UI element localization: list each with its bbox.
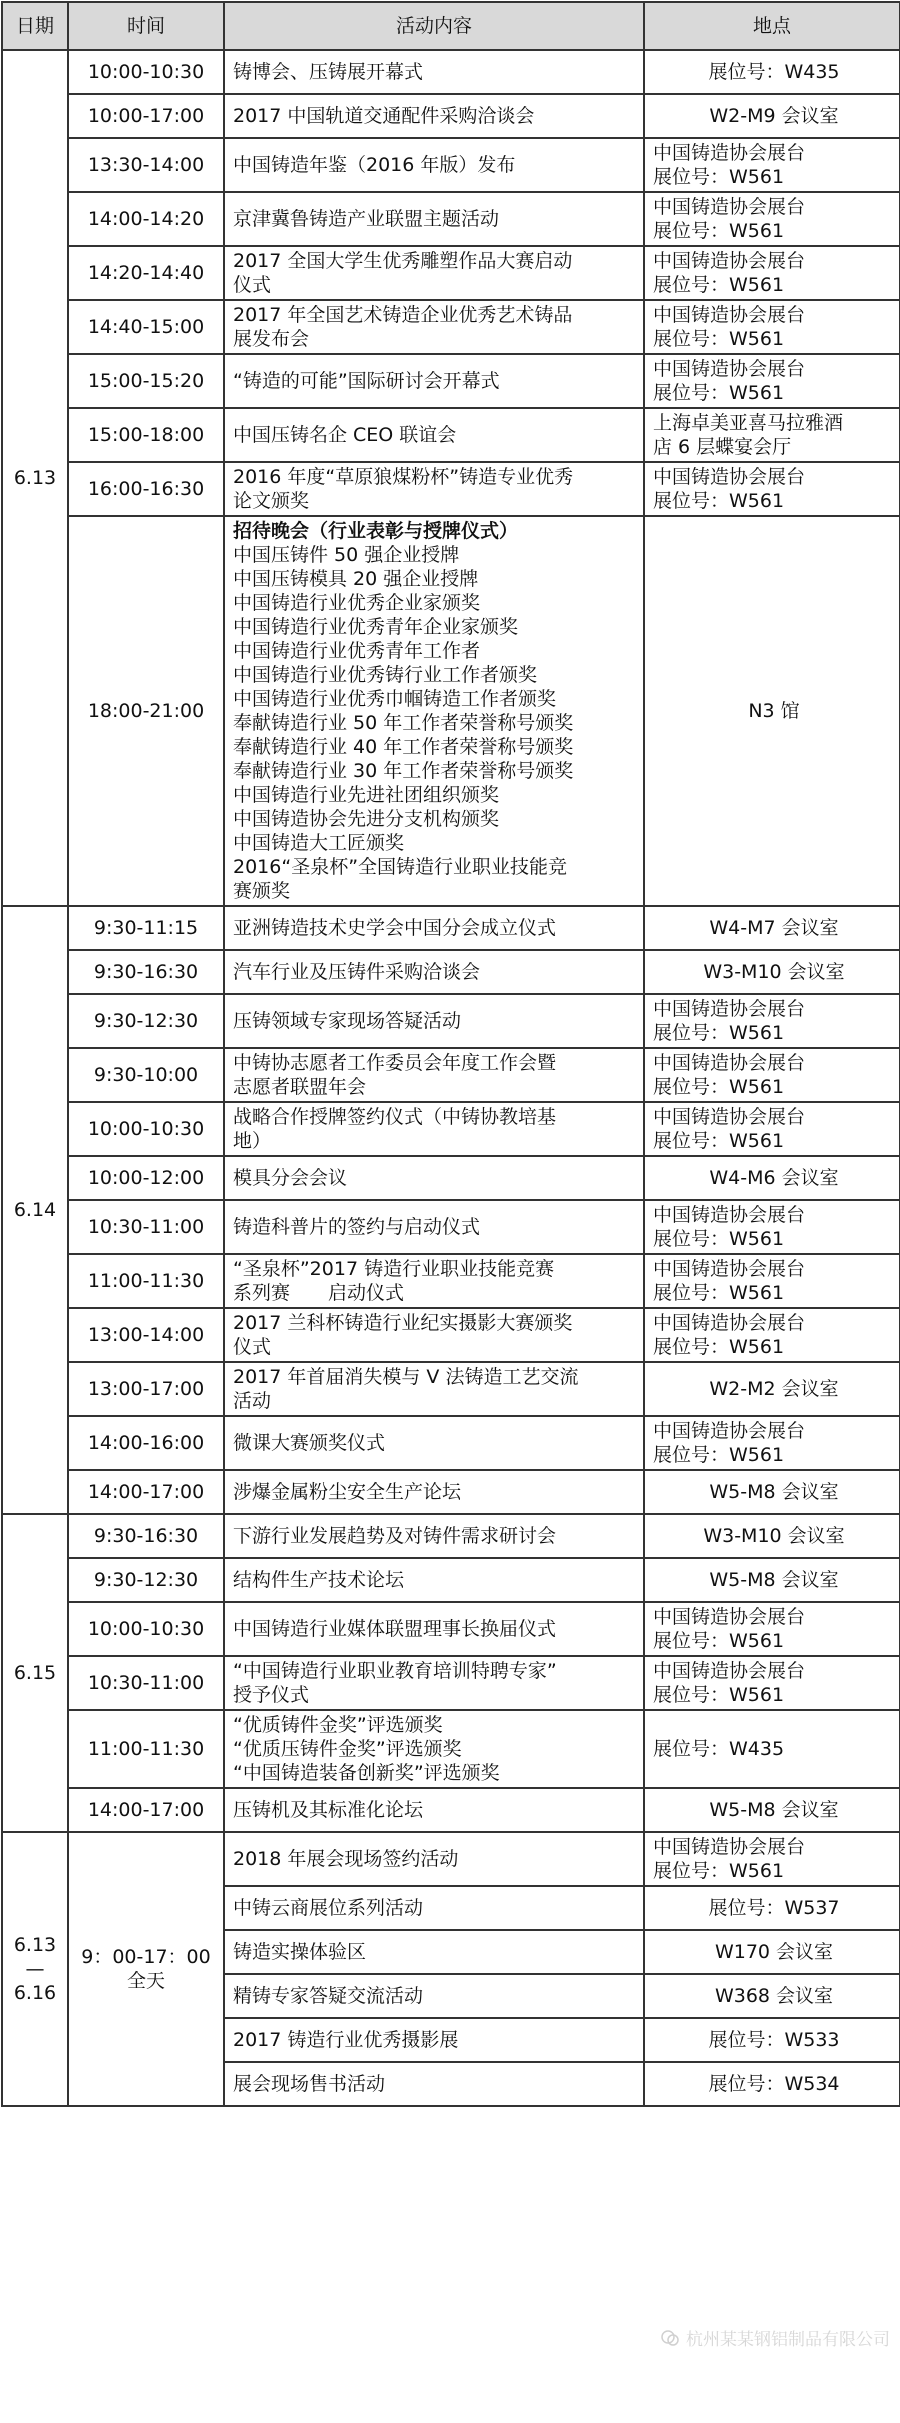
activity-line: 系列赛 启动仪式 — [233, 1281, 639, 1305]
location-cell — [644, 1308, 900, 1362]
location-line: 中国铸造协会展台 — [653, 303, 895, 327]
activity-line: 中国铸造协会先进分支机构颁奖 — [233, 807, 639, 831]
time-line: 全天 — [73, 1969, 219, 1993]
activity-cell — [224, 1602, 644, 1656]
location-cell — [644, 1558, 900, 1602]
activity-cell — [224, 2018, 644, 2062]
activity-cell — [224, 94, 644, 138]
time-cell: 13:30-14:00 — [68, 138, 224, 192]
activity-cell — [224, 1974, 644, 2018]
activity-cell — [224, 246, 644, 300]
activity-cell — [224, 2062, 644, 2106]
date-line: 6.13 — [7, 1933, 63, 1957]
table-row — [2, 462, 900, 516]
location-cell — [644, 1156, 900, 1200]
activity-cell — [224, 1558, 644, 1602]
location-line: 展位号：W561 — [653, 1443, 895, 1467]
location-cell — [644, 354, 900, 408]
location-cell — [644, 1470, 900, 1514]
location-line: W170 会议室 — [653, 1940, 895, 1964]
table-row — [2, 300, 900, 354]
activity-line: 铸博会、压铸展开幕式 — [233, 60, 639, 84]
schedule-table — [1, 1, 900, 2107]
header-date: 日期 — [2, 2, 68, 50]
location-line: 中国铸造协会展台 — [653, 141, 895, 165]
time-cell: 9:30-16:30 — [68, 950, 224, 994]
activity-cell — [224, 950, 644, 994]
location-line: 中国铸造协会展台 — [653, 1203, 895, 1227]
table-row — [2, 1048, 900, 1102]
activity-line: “优质压铸件金奖”评选颁奖 — [233, 1737, 639, 1761]
time-cell: 10:00-10:30 — [68, 1102, 224, 1156]
location-cell — [644, 300, 900, 354]
activity-line: 战略合作授牌签约仪式（中铸协教培基 — [233, 1105, 639, 1129]
time-cell: 9:30-12:30 — [68, 1558, 224, 1602]
location-cell — [644, 1930, 900, 1974]
activity-cell — [224, 1308, 644, 1362]
location-line: 展位号：W435 — [653, 60, 895, 84]
activity-line: 下游行业发展趋势及对铸件需求研讨会 — [233, 1524, 639, 1548]
watermark-text: 杭州某某钢铝制品有限公司 — [686, 2325, 890, 2350]
activity-cell — [224, 1930, 644, 1974]
location-cell — [644, 462, 900, 516]
table-row — [2, 994, 900, 1048]
activity-line: 2017 全国大学生优秀雕塑作品大赛启动 — [233, 249, 639, 273]
activity-cell — [224, 1416, 644, 1470]
location-line: 中国铸造协会展台 — [653, 357, 895, 381]
activity-line: 2018 年展会现场签约活动 — [233, 1847, 639, 1871]
activity-line: 中铸云商展位系列活动 — [233, 1896, 639, 1920]
location-line: 展位号：W561 — [653, 381, 895, 405]
time-cell: 11:00-11:30 — [68, 1254, 224, 1308]
location-line: 展位号：W561 — [653, 1281, 895, 1305]
time-cell — [68, 1832, 224, 2106]
activity-line: 压铸领域专家现场答疑活动 — [233, 1009, 639, 1033]
activity-line: 赛颁奖 — [233, 879, 639, 903]
location-line: 店 6 层蝶宴会厅 — [653, 435, 895, 459]
location-line: W5-M8 会议室 — [653, 1798, 895, 1822]
table-row — [2, 1788, 900, 1832]
activity-cell — [224, 1886, 644, 1930]
location-cell — [644, 1832, 900, 1886]
location-line: W3-M10 会议室 — [653, 1524, 895, 1548]
activity-line: 中国压铸件 50 强企业授牌 — [233, 543, 639, 567]
location-line: W2-M9 会议室 — [653, 104, 895, 128]
table-row — [2, 1470, 900, 1514]
activity-line: 压铸机及其标准化论坛 — [233, 1798, 639, 1822]
date-cell: 6.15 — [2, 1514, 68, 1832]
date-cell: 6.14 — [2, 906, 68, 1514]
time-cell: 16:00-16:30 — [68, 462, 224, 516]
activity-line: 仪式 — [233, 273, 639, 297]
activity-line: 中国铸造行业优秀巾帼铸造工作者颁奖 — [233, 687, 639, 711]
header-location: 地点 — [644, 2, 900, 50]
table-row — [2, 138, 900, 192]
location-cell — [644, 1788, 900, 1832]
table-row — [2, 1362, 900, 1416]
activity-line: 中国铸造行业优秀企业家颁奖 — [233, 591, 639, 615]
activity-line: 中国铸造大工匠颁奖 — [233, 831, 639, 855]
activity-cell — [224, 408, 644, 462]
watermark — [660, 2325, 890, 2350]
location-line: W4-M7 会议室 — [653, 916, 895, 940]
activity-line: 京津冀鲁铸造产业联盟主题活动 — [233, 207, 639, 231]
location-cell — [644, 246, 900, 300]
time-cell: 14:00-14:20 — [68, 192, 224, 246]
table-row — [2, 1102, 900, 1156]
location-line: 中国铸造协会展台 — [653, 1605, 895, 1629]
time-cell: 10:00-12:00 — [68, 1156, 224, 1200]
location-cell — [644, 1602, 900, 1656]
activity-line: 中国铸造行业媒体联盟理事长换届仪式 — [233, 1617, 639, 1641]
activity-line: 精铸专家答疑交流活动 — [233, 1984, 639, 2008]
activity-line: 2017 铸造行业优秀摄影展 — [233, 2028, 639, 2052]
location-line: 展位号：W561 — [653, 1227, 895, 1251]
location-line: 中国铸造协会展台 — [653, 1311, 895, 1335]
activity-line: 志愿者联盟年会 — [233, 1075, 639, 1099]
activity-cell — [224, 1362, 644, 1416]
table-row — [2, 1656, 900, 1710]
activity-cell — [224, 994, 644, 1048]
activity-line: 活动 — [233, 1389, 639, 1413]
time-cell: 10:30-11:00 — [68, 1200, 224, 1254]
time-cell: 13:00-14:00 — [68, 1308, 224, 1362]
date-line: 6.16 — [7, 1981, 63, 2005]
activity-line: 授予仪式 — [233, 1683, 639, 1707]
location-line: 展位号：W534 — [653, 2072, 895, 2096]
activity-line: 奉献铸造行业 40 年工作者荣誉称号颁奖 — [233, 735, 639, 759]
location-line: 中国铸造协会展台 — [653, 997, 895, 1021]
location-cell — [644, 1416, 900, 1470]
location-line: 展位号：W435 — [653, 1737, 895, 1761]
location-cell — [644, 1200, 900, 1254]
location-cell — [644, 1102, 900, 1156]
location-line: 中国铸造协会展台 — [653, 1659, 895, 1683]
activity-line: 中国压铸名企 CEO 联谊会 — [233, 423, 639, 447]
activity-line: 涉爆金属粉尘安全生产论坛 — [233, 1480, 639, 1504]
time-cell: 14:40-15:00 — [68, 300, 224, 354]
location-line: W368 会议室 — [653, 1984, 895, 2008]
location-line: W2-M2 会议室 — [653, 1377, 895, 1401]
location-line: 展位号：W533 — [653, 2028, 895, 2052]
table-row — [2, 1200, 900, 1254]
location-cell — [644, 1974, 900, 2018]
activity-line: “中国铸造装备创新奖”评选颁奖 — [233, 1761, 639, 1785]
activity-cell — [224, 50, 644, 94]
activity-line: “中国铸造行业职业教育培训特聘专家” — [233, 1659, 639, 1683]
activity-line: 中国铸造行业优秀青年企业家颁奖 — [233, 615, 639, 639]
activity-line: 地） — [233, 1129, 639, 1153]
activity-line: 结构件生产技术论坛 — [233, 1568, 639, 1592]
header-activity: 活动内容 — [224, 2, 644, 50]
table-row — [2, 94, 900, 138]
location-line: W3-M10 会议室 — [653, 960, 895, 984]
location-line: 展位号：W561 — [653, 1075, 895, 1099]
date-cell — [2, 1832, 68, 2106]
activity-line: 展会现场售书活动 — [233, 2072, 639, 2096]
location-cell — [644, 50, 900, 94]
time-cell: 10:00-10:30 — [68, 50, 224, 94]
table-row — [2, 1254, 900, 1308]
activity-cell — [224, 1102, 644, 1156]
header-row — [2, 2, 900, 50]
activity-line: 中国铸造行业优秀青年工作者 — [233, 639, 639, 663]
location-line: 展位号：W537 — [653, 1896, 895, 1920]
activity-line: 亚洲铸造技术史学会中国分会成立仪式 — [233, 916, 639, 940]
location-cell — [644, 994, 900, 1048]
table-row — [2, 1602, 900, 1656]
location-line: 上海卓美亚喜马拉雅酒 — [653, 411, 895, 435]
activity-cell — [224, 192, 644, 246]
table-row — [2, 1514, 900, 1558]
time-cell: 14:00-17:00 — [68, 1788, 224, 1832]
activity-cell — [224, 1710, 644, 1788]
location-cell — [644, 1254, 900, 1308]
location-line: 展位号：W561 — [653, 1129, 895, 1153]
table-row — [2, 906, 900, 950]
time-cell: 14:00-16:00 — [68, 1416, 224, 1470]
activity-cell — [224, 300, 644, 354]
location-cell — [644, 516, 900, 906]
activity-cell — [224, 1514, 644, 1558]
time-line: 9：00-17：00 — [73, 1945, 219, 1969]
activity-line: 中国压铸模具 20 强企业授牌 — [233, 567, 639, 591]
location-cell — [644, 1656, 900, 1710]
time-cell: 14:20-14:40 — [68, 246, 224, 300]
location-cell — [644, 138, 900, 192]
location-line: 展位号：W561 — [653, 1335, 895, 1359]
location-line: W4-M6 会议室 — [653, 1166, 895, 1190]
location-cell — [644, 94, 900, 138]
activity-cell — [224, 354, 644, 408]
activity-line: 汽车行业及压铸件采购洽谈会 — [233, 960, 639, 984]
date-line: — — [7, 1957, 63, 1981]
activity-line: 论文颁奖 — [233, 489, 639, 513]
activity-line: 2017 年全国艺术铸造企业优秀艺术铸品 — [233, 303, 639, 327]
time-cell: 13:00-17:00 — [68, 1362, 224, 1416]
activity-line: 2017 中国轨道交通配件采购洽谈会 — [233, 104, 639, 128]
activity-line: 中国铸造年鉴（2016 年版）发布 — [233, 153, 639, 177]
activity-line: 模具分会会议 — [233, 1166, 639, 1190]
location-line: 中国铸造协会展台 — [653, 1105, 895, 1129]
activity-line: 仪式 — [233, 1335, 639, 1359]
time-cell: 11:00-11:30 — [68, 1710, 224, 1788]
time-cell: 9:30-16:30 — [68, 1514, 224, 1558]
location-line: 展位号：W561 — [653, 219, 895, 243]
table-body — [2, 50, 900, 2106]
activity-line: 铸造实操体验区 — [233, 1940, 639, 1964]
location-cell — [644, 2018, 900, 2062]
table-row — [2, 1308, 900, 1362]
table-row — [2, 1710, 900, 1788]
table-row — [2, 50, 900, 94]
location-line: N3 馆 — [653, 699, 895, 723]
location-cell — [644, 1886, 900, 1930]
table-row — [2, 1558, 900, 1602]
location-line: 中国铸造协会展台 — [653, 1835, 895, 1859]
location-line: 中国铸造协会展台 — [653, 1257, 895, 1281]
activity-cell — [224, 1254, 644, 1308]
location-line: 展位号：W561 — [653, 1859, 895, 1883]
time-cell: 14:00-17:00 — [68, 1470, 224, 1514]
time-cell: 10:00-17:00 — [68, 94, 224, 138]
location-line: W5-M8 会议室 — [653, 1480, 895, 1504]
time-cell: 15:00-15:20 — [68, 354, 224, 408]
location-cell — [644, 1514, 900, 1558]
location-cell — [644, 1048, 900, 1102]
activity-cell — [224, 1200, 644, 1254]
activity-line: 中铸协志愿者工作委员会年度工作会暨 — [233, 1051, 639, 1075]
activity-line: “圣泉杯”2017 铸造行业职业技能竞赛 — [233, 1257, 639, 1281]
location-cell — [644, 1362, 900, 1416]
time-cell: 18:00-21:00 — [68, 516, 224, 906]
activity-line: 2016 年度“草原狼煤粉杯”铸造专业优秀 — [233, 465, 639, 489]
activity-line: 铸造科普片的签约与启动仪式 — [233, 1215, 639, 1239]
location-line: 展位号：W561 — [653, 273, 895, 297]
location-cell — [644, 1710, 900, 1788]
location-line: 中国铸造协会展台 — [653, 1051, 895, 1075]
activity-cell — [224, 1788, 644, 1832]
location-line: 展位号：W561 — [653, 165, 895, 189]
activity-line: 招待晚会（行业表彰与授牌仪式） — [233, 519, 639, 543]
location-cell — [644, 906, 900, 950]
location-cell — [644, 950, 900, 994]
location-line: 展位号：W561 — [653, 489, 895, 513]
location-line: 中国铸造协会展台 — [653, 1419, 895, 1443]
location-line: 展位号：W561 — [653, 1683, 895, 1707]
activity-cell — [224, 906, 644, 950]
activity-cell — [224, 138, 644, 192]
activity-cell — [224, 1656, 644, 1710]
location-line: 展位号：W561 — [653, 1629, 895, 1653]
activity-line: 展发布会 — [233, 327, 639, 351]
location-cell — [644, 2062, 900, 2106]
location-cell — [644, 192, 900, 246]
location-line: 中国铸造协会展台 — [653, 195, 895, 219]
location-line: 中国铸造协会展台 — [653, 465, 895, 489]
activity-line: “铸造的可能”国际研讨会开幕式 — [233, 369, 639, 393]
table-header — [2, 2, 900, 50]
activity-cell — [224, 1470, 644, 1514]
wechat-icon — [660, 2328, 680, 2348]
activity-line: 2017 年首届消失模与 V 法铸造工艺交流 — [233, 1365, 639, 1389]
location-line: 展位号：W561 — [653, 327, 895, 351]
activity-cell — [224, 1832, 644, 1886]
time-cell: 15:00-18:00 — [68, 408, 224, 462]
activity-line: 微课大赛颁奖仪式 — [233, 1431, 639, 1455]
activity-line: 奉献铸造行业 30 年工作者荣誉称号颁奖 — [233, 759, 639, 783]
activity-cell — [224, 516, 644, 906]
table-row — [2, 246, 900, 300]
time-cell: 9:30-11:15 — [68, 906, 224, 950]
activity-cell — [224, 1156, 644, 1200]
table-row — [2, 408, 900, 462]
time-cell: 9:30-12:30 — [68, 994, 224, 1048]
table-row — [2, 1416, 900, 1470]
date-cell: 6.13 — [2, 50, 68, 906]
location-cell — [644, 408, 900, 462]
activity-line: “优质铸件金奖”评选颁奖 — [233, 1713, 639, 1737]
time-cell: 10:30-11:00 — [68, 1656, 224, 1710]
table-row — [2, 1832, 900, 1886]
table-row — [2, 1156, 900, 1200]
table-row — [2, 516, 900, 906]
location-line: 中国铸造协会展台 — [653, 249, 895, 273]
activity-line: 中国铸造行业优秀铸行业工作者颁奖 — [233, 663, 639, 687]
location-line: W5-M8 会议室 — [653, 1568, 895, 1592]
time-cell: 10:00-10:30 — [68, 1602, 224, 1656]
table-row — [2, 354, 900, 408]
location-line: 展位号：W561 — [653, 1021, 895, 1045]
activity-line: 中国铸造行业先进社团组织颁奖 — [233, 783, 639, 807]
activity-line: 2017 兰科杯铸造行业纪实摄影大赛颁奖 — [233, 1311, 639, 1335]
time-cell: 9:30-10:00 — [68, 1048, 224, 1102]
table-row — [2, 192, 900, 246]
table-row — [2, 950, 900, 994]
activity-line: 2016“圣泉杯”全国铸造行业职业技能竞 — [233, 855, 639, 879]
activity-cell — [224, 1048, 644, 1102]
activity-cell — [224, 462, 644, 516]
activity-line: 奉献铸造行业 50 年工作者荣誉称号颁奖 — [233, 711, 639, 735]
header-time: 时间 — [68, 2, 224, 50]
